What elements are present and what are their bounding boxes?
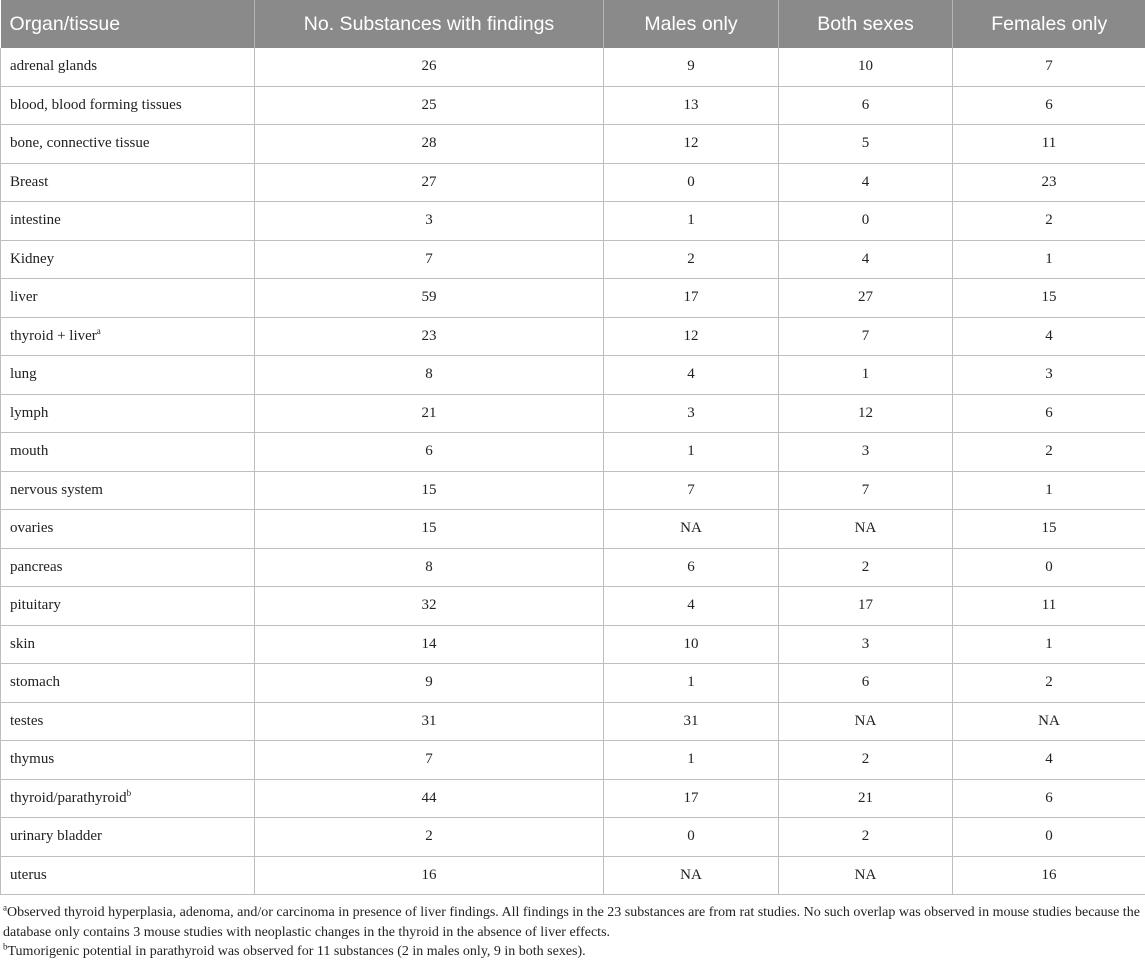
- substances-count-cell: 15: [255, 471, 604, 510]
- females-only-cell: 3: [953, 356, 1145, 395]
- organ-cell: [1, 664, 255, 703]
- substances-count-cell: 14: [255, 625, 604, 664]
- females-only-cell: 16: [953, 856, 1145, 895]
- females-only-cell: 0: [953, 548, 1145, 587]
- footnote-mark: a: [97, 326, 101, 336]
- table-row: [1, 510, 1145, 549]
- males-only-cell: 31: [604, 702, 779, 741]
- footnote-mark: b: [3, 941, 8, 951]
- substances-count-cell: 8: [255, 548, 604, 587]
- males-only-cell: 4: [604, 587, 779, 626]
- table-row: [1, 818, 1145, 857]
- females-only-cell: 4: [953, 317, 1145, 356]
- organ-cell: [1, 625, 255, 664]
- organ-cell: [1, 240, 255, 279]
- table-row: [1, 125, 1145, 164]
- females-only-cell: 1: [953, 471, 1145, 510]
- table-row: [1, 279, 1145, 318]
- substances-count-cell: 31: [255, 702, 604, 741]
- table-row: [1, 86, 1145, 125]
- table-row: [1, 433, 1145, 472]
- organ-name: mouth: [10, 443, 48, 459]
- males-only-cell: 12: [604, 125, 779, 164]
- males-only-cell: 3: [604, 394, 779, 433]
- males-only-cell: 2: [604, 240, 779, 279]
- organ-name: intestine: [10, 212, 61, 228]
- substances-count-cell: 32: [255, 587, 604, 626]
- header-males-only: Males only: [604, 0, 779, 48]
- females-only-cell: 2: [953, 664, 1145, 703]
- table-row: [1, 548, 1145, 587]
- both-sexes-cell: 6: [779, 86, 953, 125]
- males-only-cell: 17: [604, 279, 779, 318]
- both-sexes-cell: 1: [779, 356, 953, 395]
- substances-count-cell: 21: [255, 394, 604, 433]
- footnote-text: Tumorigenic potential in parathyroid was observed for 11 substances (2 in males only, 9 in both sexes).: [8, 944, 586, 959]
- females-only-cell: 1: [953, 240, 1145, 279]
- organ-cell: [1, 394, 255, 433]
- substances-count-cell: 23: [255, 317, 604, 356]
- table-row: [1, 664, 1145, 703]
- males-only-cell: 12: [604, 317, 779, 356]
- table-row: [1, 356, 1145, 395]
- females-only-cell: 4: [953, 741, 1145, 780]
- table-row: [1, 856, 1145, 895]
- males-only-cell: 10: [604, 625, 779, 664]
- organ-cell: [1, 317, 255, 356]
- both-sexes-cell: 12: [779, 394, 953, 433]
- table-body: [1, 48, 1145, 895]
- header-females-only: Females only: [953, 0, 1145, 48]
- table-header: [1, 0, 1145, 48]
- organ-name: thymus: [10, 751, 54, 767]
- males-only-cell: 4: [604, 356, 779, 395]
- organ-name: lymph: [10, 405, 48, 421]
- organ-cell: [1, 818, 255, 857]
- header-substances-count: No. Substances with findings: [255, 0, 604, 48]
- substances-count-cell: 15: [255, 510, 604, 549]
- table-row: [1, 702, 1145, 741]
- females-only-cell: 11: [953, 125, 1145, 164]
- both-sexes-cell: 2: [779, 818, 953, 857]
- males-only-cell: 1: [604, 664, 779, 703]
- males-only-cell: 13: [604, 86, 779, 125]
- females-only-cell: 6: [953, 86, 1145, 125]
- organ-cell: [1, 779, 255, 818]
- both-sexes-cell: 3: [779, 433, 953, 472]
- footnote-b: [3, 942, 1142, 962]
- males-only-cell: 1: [604, 741, 779, 780]
- organ-name: ovaries: [10, 520, 53, 536]
- organ-name: Kidney: [10, 251, 54, 267]
- organ-cell: [1, 163, 255, 202]
- females-only-cell: NA: [953, 702, 1145, 741]
- header-both-sexes: Both sexes: [779, 0, 953, 48]
- organ-name: pancreas: [10, 559, 62, 575]
- table-row: [1, 587, 1145, 626]
- organ-name: Breast: [10, 174, 48, 190]
- table-row: [1, 625, 1145, 664]
- footnote-mark: b: [127, 788, 132, 798]
- substances-count-cell: 16: [255, 856, 604, 895]
- both-sexes-cell: 3: [779, 625, 953, 664]
- both-sexes-cell: 21: [779, 779, 953, 818]
- substances-count-cell: 44: [255, 779, 604, 818]
- organ-name: pituitary: [10, 597, 61, 613]
- both-sexes-cell: 10: [779, 48, 953, 86]
- males-only-cell: NA: [604, 856, 779, 895]
- males-only-cell: 1: [604, 433, 779, 472]
- females-only-cell: 0: [953, 818, 1145, 857]
- females-only-cell: 1: [953, 625, 1145, 664]
- substances-count-cell: 3: [255, 202, 604, 241]
- table-row: [1, 202, 1145, 241]
- table-row: [1, 240, 1145, 279]
- organ-cell: [1, 433, 255, 472]
- males-only-cell: 0: [604, 818, 779, 857]
- both-sexes-cell: 0: [779, 202, 953, 241]
- both-sexes-cell: NA: [779, 510, 953, 549]
- organ-cell: [1, 741, 255, 780]
- organ-cell: [1, 125, 255, 164]
- females-only-cell: 11: [953, 587, 1145, 626]
- table-row: [1, 48, 1145, 86]
- organ-name: thyroid/parathyroid: [10, 790, 127, 806]
- table-row: [1, 471, 1145, 510]
- both-sexes-cell: 4: [779, 163, 953, 202]
- header-row: [1, 0, 1145, 48]
- males-only-cell: 1: [604, 202, 779, 241]
- organ-name: nervous system: [10, 482, 103, 498]
- both-sexes-cell: 4: [779, 240, 953, 279]
- organ-name: uterus: [10, 867, 47, 883]
- table-row: [1, 394, 1145, 433]
- both-sexes-cell: 2: [779, 548, 953, 587]
- footnote-a: [3, 903, 1142, 942]
- table-row: [1, 741, 1145, 780]
- females-only-cell: 7: [953, 48, 1145, 86]
- both-sexes-cell: 7: [779, 317, 953, 356]
- organ-cell: [1, 856, 255, 895]
- table-row: [1, 163, 1145, 202]
- substances-count-cell: 7: [255, 741, 604, 780]
- substances-count-cell: 28: [255, 125, 604, 164]
- both-sexes-cell: NA: [779, 702, 953, 741]
- table-row: [1, 317, 1145, 356]
- females-only-cell: 15: [953, 279, 1145, 318]
- both-sexes-cell: 17: [779, 587, 953, 626]
- females-only-cell: 2: [953, 202, 1145, 241]
- males-only-cell: 6: [604, 548, 779, 587]
- males-only-cell: 7: [604, 471, 779, 510]
- organ-cell: [1, 548, 255, 587]
- both-sexes-cell: 6: [779, 664, 953, 703]
- substances-count-cell: 27: [255, 163, 604, 202]
- organ-cell: [1, 471, 255, 510]
- header-organ-tissue: Organ/tissue: [1, 0, 255, 48]
- organ-cell: [1, 279, 255, 318]
- organ-name: bone, connective tissue: [10, 135, 150, 151]
- substances-count-cell: 59: [255, 279, 604, 318]
- organ-cell: [1, 202, 255, 241]
- organ-name: blood, blood forming tissues: [10, 97, 182, 113]
- both-sexes-cell: 2: [779, 741, 953, 780]
- organ-name: stomach: [10, 674, 60, 690]
- organ-cell: [1, 587, 255, 626]
- both-sexes-cell: 27: [779, 279, 953, 318]
- substances-count-cell: 6: [255, 433, 604, 472]
- substances-count-cell: 2: [255, 818, 604, 857]
- substances-count-cell: 8: [255, 356, 604, 395]
- footnotes: [0, 895, 1145, 962]
- organ-cell: [1, 510, 255, 549]
- footnote-text: Observed thyroid hyperplasia, adenoma, and/or carcinoma in presence of liver findings. All findings in the 23 substances are from rat studies. No such overlap was observed in mouse studies because the database only contains 3 mouse studies with neoplastic changes in the thyroid in the absence of liver effects.: [3, 905, 1140, 940]
- footnote-mark: a: [3, 902, 7, 912]
- organ-cell: [1, 356, 255, 395]
- organ-cell: [1, 86, 255, 125]
- organ-name: liver: [10, 289, 38, 305]
- females-only-cell: 6: [953, 394, 1145, 433]
- substances-count-cell: 26: [255, 48, 604, 86]
- substances-count-cell: 25: [255, 86, 604, 125]
- organ-name: skin: [10, 636, 35, 652]
- males-only-cell: NA: [604, 510, 779, 549]
- females-only-cell: 2: [953, 433, 1145, 472]
- organ-cell: [1, 48, 255, 86]
- males-only-cell: 9: [604, 48, 779, 86]
- females-only-cell: 6: [953, 779, 1145, 818]
- organ-name: urinary bladder: [10, 828, 102, 844]
- organ-name: thyroid + liver: [10, 328, 97, 344]
- table-row: [1, 779, 1145, 818]
- both-sexes-cell: 5: [779, 125, 953, 164]
- both-sexes-cell: 7: [779, 471, 953, 510]
- organ-cell: [1, 702, 255, 741]
- substances-count-cell: 7: [255, 240, 604, 279]
- males-only-cell: 17: [604, 779, 779, 818]
- organ-name: adrenal glands: [10, 58, 97, 74]
- organ-name: testes: [10, 713, 43, 729]
- males-only-cell: 0: [604, 163, 779, 202]
- organ-name: lung: [10, 366, 37, 382]
- substances-count-cell: 9: [255, 664, 604, 703]
- females-only-cell: 15: [953, 510, 1145, 549]
- both-sexes-cell: NA: [779, 856, 953, 895]
- females-only-cell: 23: [953, 163, 1145, 202]
